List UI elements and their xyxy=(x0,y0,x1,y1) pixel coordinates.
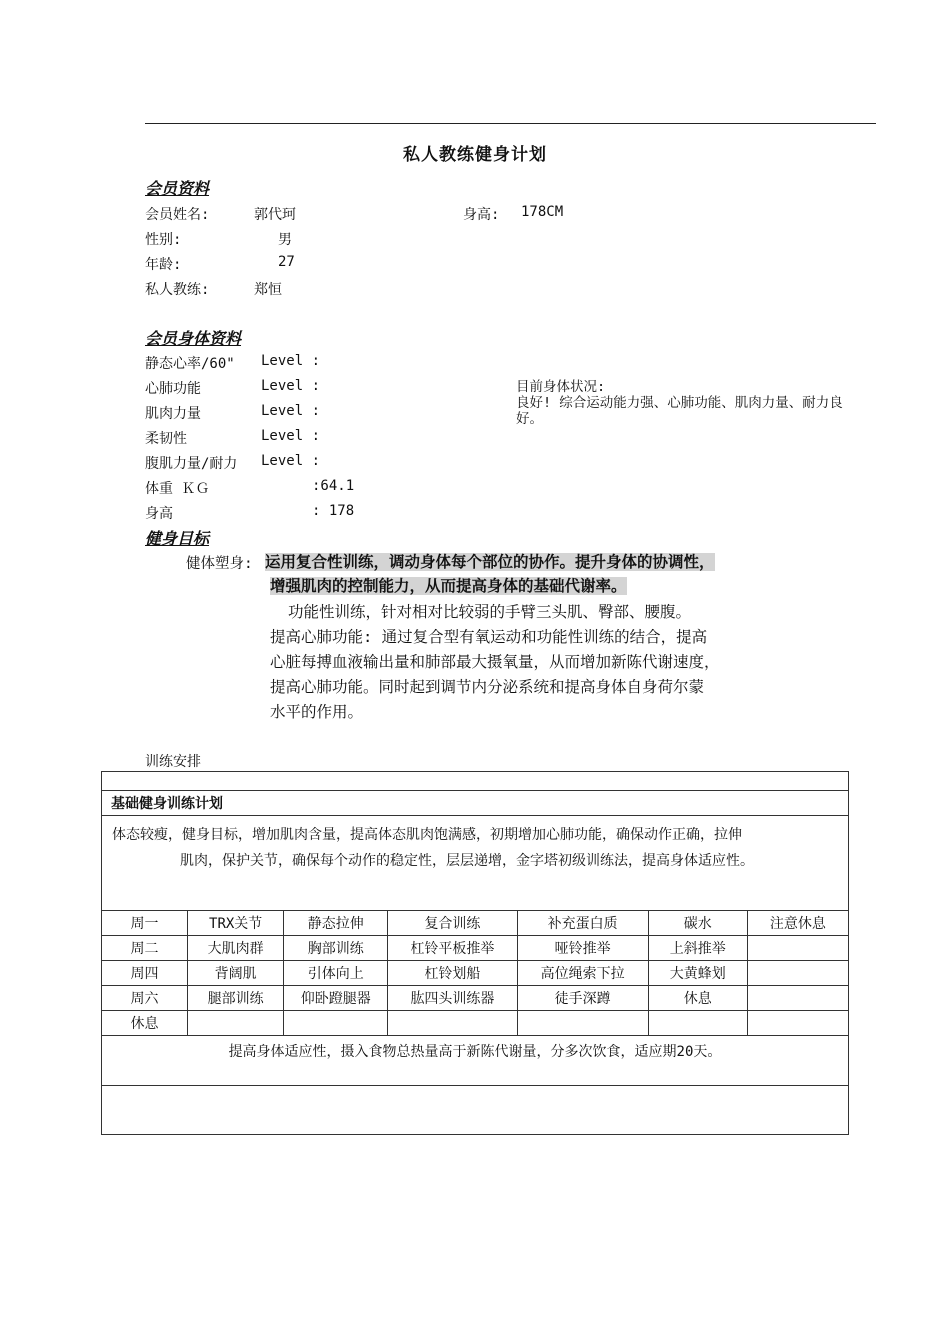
body-row-value: Level : xyxy=(261,428,321,444)
age-value: 27 xyxy=(278,254,295,270)
member-info-heading: 会员资料 xyxy=(145,179,210,198)
table-cell: 引体向上 xyxy=(284,961,388,986)
table-cell: TRX关节 xyxy=(188,911,284,936)
goal-highlight-2: 增强肌肉的控制能力，从而提高身体的基础代谢率。 xyxy=(270,577,627,595)
table-row xyxy=(102,986,849,1011)
goal-line: 提高心肺功能。同时起到调节内分泌系统和提高身体自身荷尔蒙 xyxy=(270,678,705,696)
height-label: 身高: xyxy=(463,207,500,223)
table-cell xyxy=(188,1011,284,1036)
table-cell: 碳水 xyxy=(648,911,747,936)
table-cell xyxy=(284,1011,388,1036)
schedule-label: 训练安排 xyxy=(145,754,201,770)
goal-line: 水平的作用。 xyxy=(270,703,364,721)
table-cell: 杠铃划船 xyxy=(388,961,517,986)
table-cell xyxy=(517,1011,648,1036)
table-cell xyxy=(388,1011,517,1036)
table-row xyxy=(102,1011,849,1036)
table-cell: 哑铃推举 xyxy=(517,936,648,961)
table-cell xyxy=(747,986,848,1011)
coach-value: 郑恒 xyxy=(254,282,282,298)
page-title: 私人教练健身计划 xyxy=(403,145,547,165)
status-label: 目前身体状况: xyxy=(516,379,606,395)
gender-value: 男 xyxy=(278,232,292,248)
body-row-label: 肌肉力量 xyxy=(145,406,201,422)
goal-line: 提高心肺功能: 通过复合型有氧运动和功能性训练的结合，提高 xyxy=(270,628,708,646)
plan-note: 提高身体适应性，摄入食物总热量高于新陈代谢量，分多次饮食，适应期20天。 xyxy=(102,1036,849,1086)
current-status xyxy=(516,379,866,427)
table-row xyxy=(102,936,849,961)
table-cell: 上斜推举 xyxy=(648,936,747,961)
table-cell: 注意休息 xyxy=(747,911,848,936)
table-cell: 仰卧蹬腿器 xyxy=(284,986,388,1011)
blank-row xyxy=(102,1086,849,1135)
table-cell xyxy=(747,961,848,986)
body-row-value: Level : xyxy=(261,353,321,369)
plan-description xyxy=(102,816,849,911)
table-row xyxy=(102,911,849,936)
table-cell: 周六 xyxy=(102,986,188,1011)
weight-label: 体重 ＫＧ xyxy=(145,481,210,497)
table-cell: 杠铃平板推举 xyxy=(388,936,517,961)
table-cell: 周一 xyxy=(102,911,188,936)
goal-line: 心脏每搏血液输出量和肺部最大摄氧量，从而增加新陈代谢速度， xyxy=(270,653,720,671)
table-cell xyxy=(747,1011,848,1036)
top-rule xyxy=(145,123,876,124)
body-row-label: 心肺功能 xyxy=(145,381,201,397)
table-cell: 大黄蜂划 xyxy=(648,961,747,986)
age-label: 年龄: xyxy=(145,257,182,273)
body-row-label: 静态心率/60" xyxy=(145,356,235,372)
goal-line: 功能性训练，针对相对比较弱的手臂三头肌、臀部、腰腹。 xyxy=(288,603,692,621)
table-cell: 徒手深蹲 xyxy=(517,986,648,1011)
plan-desc-line: 肌肉，保护关节，确保每个动作的稳定性，层层递增，金字塔初级训练法，提高身体适应性。 xyxy=(180,853,754,869)
name-value: 郭代珂 xyxy=(254,207,296,223)
body-row-value: Level : xyxy=(261,403,321,419)
plan-desc-line: 体态较瘦，健身目标，增加肌肉含量，提高体态肌肉饱满感，初期增加心肺功能，确保动作正确，拉伸 xyxy=(112,827,742,843)
table-cell: 复合训练 xyxy=(388,911,517,936)
goal-highlight-1: 运用复合性训练，调动身体每个部位的协作。提升身体的协调性， xyxy=(265,553,715,571)
table-cell: 休息 xyxy=(102,1011,188,1036)
table-cell: 高位绳索下拉 xyxy=(517,961,648,986)
table-cell: 补充蛋白质 xyxy=(517,911,648,936)
name-label: 会员姓名: xyxy=(145,207,210,223)
weight-value: :64.1 xyxy=(312,478,355,494)
body-height-value: : 178 xyxy=(312,503,355,519)
table-cell: 背阔肌 xyxy=(188,961,284,986)
table-cell: 胸部训练 xyxy=(284,936,388,961)
table-cell: 腿部训练 xyxy=(188,986,284,1011)
table-cell: 休息 xyxy=(648,986,747,1011)
body-row-label: 腹肌力量/耐力 xyxy=(145,456,238,472)
plan-title: 基础健身训练计划 xyxy=(102,791,849,816)
goal-label: 健体塑身: xyxy=(186,556,253,572)
training-plan-table xyxy=(101,771,849,1135)
table-cell xyxy=(747,936,848,961)
body-row-value: Level : xyxy=(261,378,321,394)
table-cell: 大肌肉群 xyxy=(188,936,284,961)
body-height-label: 身高 xyxy=(145,506,173,522)
table-row xyxy=(102,961,849,986)
body-info-heading: 会员身体资料 xyxy=(145,329,242,348)
body-row-label: 柔韧性 xyxy=(145,431,187,447)
body-row-value: Level : xyxy=(261,453,321,469)
table-cell: 周二 xyxy=(102,936,188,961)
coach-label: 私人教练: xyxy=(145,282,210,298)
table-cell xyxy=(648,1011,747,1036)
table-cell: 肱四头训练器 xyxy=(388,986,517,1011)
goals-heading: 健身目标 xyxy=(145,529,210,548)
status-text: 良好! 综合运动能力强、心肺功能、肌肉力量、耐力良好。 xyxy=(516,395,843,427)
table-cell: 静态拉伸 xyxy=(284,911,388,936)
gender-label: 性别: xyxy=(145,232,182,248)
height-value: 178CM xyxy=(521,204,564,220)
blank-row xyxy=(102,772,849,791)
table-cell: 周四 xyxy=(102,961,188,986)
